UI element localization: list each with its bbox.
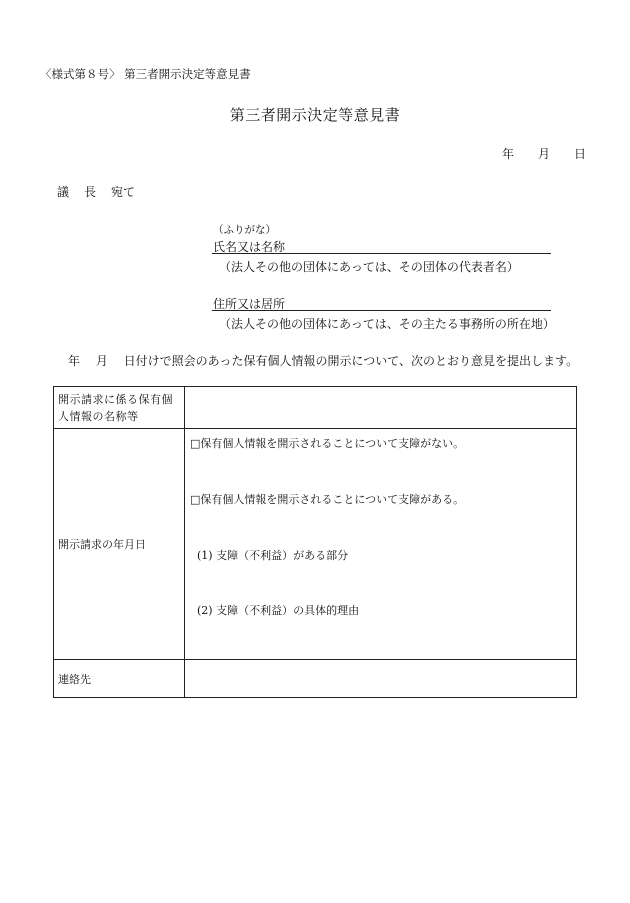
addressee-part-2: 長 [84,185,97,199]
date-day-label: 日 [574,147,587,161]
address-field-note: （法人その他の団体にあっては、その主たる事務所の所在地） [219,317,555,331]
objection-reason-item: (2) 支障（不利益）の具体的理由 [197,604,360,617]
date-month-label: 月 [538,147,551,161]
document-name-label-cell [54,387,185,429]
document-name-value-cell[interactable] [185,387,577,429]
addressee [57,183,135,200]
address-field-label: 住所又は居所 [213,297,286,311]
contact-label-cell [54,660,185,698]
name-field-label: 氏名又は名称 [213,240,286,254]
date-year-label: 年 [502,147,515,161]
document-title: 第三者開示決定等意見書 [229,106,401,124]
furigana-label: （ふりがな） [213,224,276,236]
opinion-options-cell [185,429,577,660]
objection-part-item: (1) 支障（不利益）がある部分 [197,549,349,562]
address-field-line[interactable] [212,310,551,311]
table-row-document-name [54,387,577,429]
objection-checkbox-option[interactable]: □保有個人情報を開示されることについて支障がある。 [190,493,465,506]
no-objection-checkbox-option[interactable]: □保有個人情報を開示されることについて支障がない。 [190,437,465,450]
document-name-label: 開示請求に係る保有個人情報の名称等 [58,393,173,423]
addressee-part-3: 宛て [111,185,136,199]
statement-text: 年 月 日付けで照会のあった保有個人情報の開示について、次のとおり意見を提出します。 [68,354,579,368]
table-row-contact [54,660,577,698]
contact-value-cell[interactable] [185,660,577,698]
addressee-part-1: 議 [57,185,70,199]
name-field-note: （法人その他の団体にあっては、その団体の代表者名） [219,260,519,274]
name-field-line[interactable] [212,253,551,254]
table-row-request-date [54,429,577,660]
form-number-label: 〈様式第８号〉 第三者開示決定等意見書 [40,67,251,81]
opinion-table [53,386,577,698]
contact-label: 連絡先 [58,672,91,686]
request-date-label: 開示請求の年月日 [58,538,146,551]
request-date-label-cell [54,429,185,660]
